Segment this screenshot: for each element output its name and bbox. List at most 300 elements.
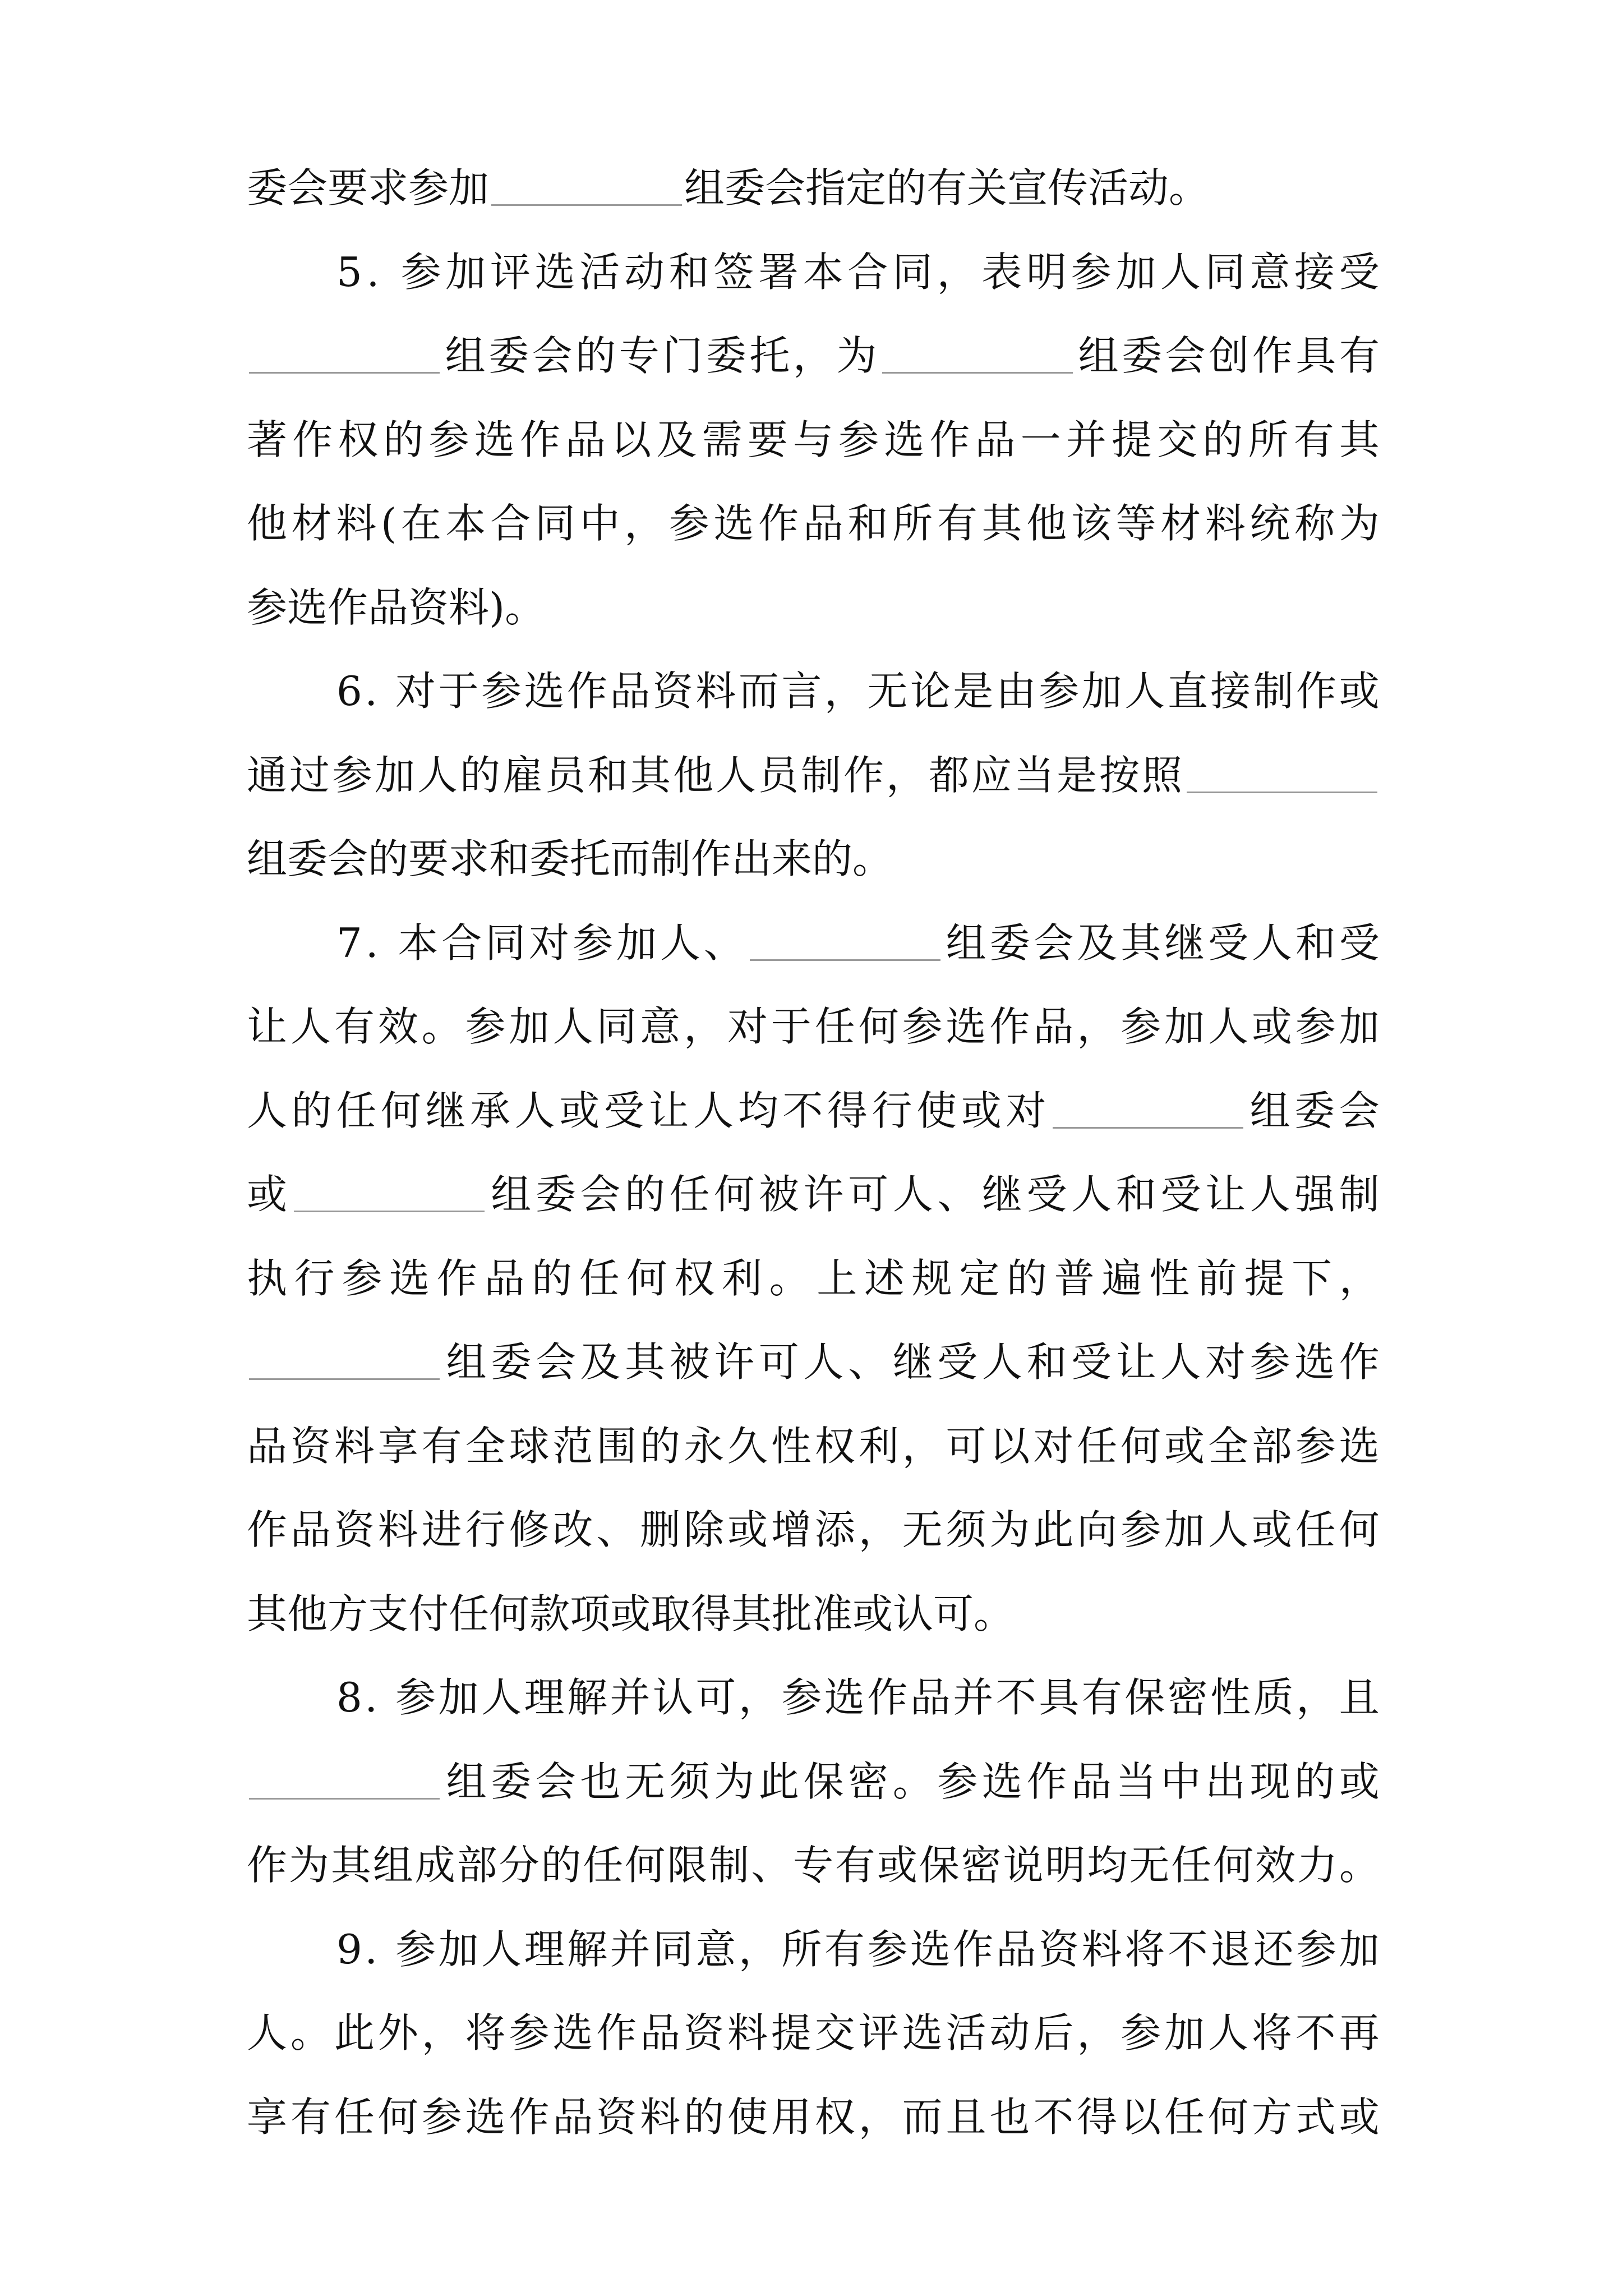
text-char: 和: [1115, 1171, 1156, 1218]
text-char: 作: [247, 1842, 288, 1889]
text-char: [380, 652, 393, 730]
text-char: 将: [1251, 2009, 1292, 2056]
text-char: 方: [1251, 2093, 1292, 2141]
text-char: 所: [892, 500, 933, 547]
text-char: 的: [1202, 416, 1243, 463]
text-char: 须: [669, 1758, 710, 1805]
text-char: 密: [961, 1842, 1002, 1889]
text-char: 退: [1210, 1926, 1251, 1973]
text-char: 密: [1167, 1674, 1208, 1721]
text-char: 无: [867, 668, 908, 715]
text-char: 资: [290, 1423, 331, 1470]
text-char: 再: [1339, 2009, 1380, 2056]
text-char: 具: [1295, 332, 1336, 379]
text-char: 享: [377, 1423, 418, 1470]
text-char: 让: [1205, 1171, 1246, 1218]
text-char: 何: [625, 1842, 666, 1889]
text-char: 参: [428, 416, 469, 463]
text-char: 选: [389, 1255, 430, 1302]
text-char: 此: [758, 1758, 799, 1805]
text-char: 参: [1295, 1003, 1336, 1050]
text-char: 、: [703, 919, 744, 967]
text-char: 参: [573, 919, 614, 967]
text-char: 组: [491, 1171, 532, 1218]
text-char: 过: [289, 752, 330, 799]
text-char: 人: [247, 2009, 288, 2056]
text-char: 门: [662, 332, 703, 379]
text-char: 评: [490, 249, 531, 296]
text-char: 意: [640, 1003, 681, 1050]
text-char: 继: [425, 1087, 466, 1134]
text-char: 久: [727, 1423, 768, 1470]
text-char: 对: [727, 1003, 768, 1050]
text-char: [380, 1658, 393, 1737]
text-char: 提: [1111, 416, 1152, 463]
text-char: 性: [771, 1423, 811, 1470]
text-char: 及: [1077, 919, 1118, 967]
text-line: [247, 484, 1380, 563]
text-char: 作: [247, 1506, 288, 1553]
text-char: 选: [946, 1003, 986, 1050]
text-line: [247, 568, 1380, 647]
text-char: 的: [684, 2093, 725, 2141]
text-char: 加: [438, 1674, 479, 1721]
text-char: 无: [1129, 1842, 1170, 1889]
text-char: 选: [1339, 1423, 1380, 1470]
text-char: 组: [446, 1758, 487, 1805]
text-char: 人: [481, 1674, 522, 1721]
text-char: .: [365, 668, 378, 715]
text-char: ，: [684, 1003, 725, 1050]
text-char: 用: [771, 2093, 811, 2141]
text-char: ，: [1296, 1674, 1337, 1721]
text-char: 同: [534, 500, 575, 547]
text-char: 与: [792, 416, 833, 463]
text-char: 人: [1071, 1171, 1112, 1218]
text-char: 品: [1071, 1758, 1112, 1805]
text-char: 明: [1045, 1842, 1086, 1889]
text-char: 可: [946, 1423, 986, 1470]
text-char: 选: [824, 1674, 865, 1721]
text-char: 改: [552, 1506, 593, 1553]
text-char: 利: [858, 1423, 899, 1470]
text-char: 委: [488, 332, 529, 379]
text-char: 执: [247, 1255, 288, 1302]
text-char: 参: [421, 2093, 462, 2141]
text-char: 合: [441, 919, 482, 967]
text-char: 让: [1115, 1338, 1156, 1386]
text-char: 参: [395, 1674, 436, 1721]
text-char: 选: [474, 416, 515, 463]
text-char: 理: [524, 1926, 565, 1973]
text-char: 强: [1294, 1171, 1335, 1218]
text-char: 的: [640, 1423, 681, 1470]
text-char: 并: [610, 1926, 651, 1973]
text-char: 提: [1244, 1255, 1285, 1302]
text-line: [247, 2078, 1380, 2156]
text-char: 品: [247, 1423, 288, 1470]
text-char: 人: [1207, 1506, 1248, 1553]
text-char: 为: [989, 1506, 1030, 1553]
text-char: 规: [911, 1255, 952, 1302]
text-char: 人: [981, 1338, 1022, 1386]
text-char: [384, 233, 396, 311]
text-char: 性: [1149, 1255, 1190, 1302]
text-char: ，: [937, 249, 978, 296]
text-char: 表: [981, 249, 1022, 296]
text-char: 不: [995, 1674, 1036, 1721]
text-char: 及: [656, 416, 697, 463]
text-char: 权: [814, 1423, 855, 1470]
text-char: 组: [1078, 332, 1119, 379]
text-char: 料: [695, 668, 736, 715]
text-char: 密: [848, 1758, 889, 1805]
text-char: 通: [247, 752, 288, 799]
text-char: 明: [1026, 249, 1067, 296]
text-char: 和: [847, 500, 888, 547]
text-line: [247, 736, 1380, 815]
text-char: 而: [902, 2093, 943, 2141]
text-char: 何: [626, 1255, 667, 1302]
text-char: 加: [1164, 1003, 1205, 1050]
text-char: 会: [532, 332, 573, 379]
text-char: 参: [838, 416, 879, 463]
text-line: [336, 652, 1380, 730]
text-char: 。: [421, 1003, 462, 1050]
text-char: 对: [1033, 1423, 1074, 1470]
text-char: 同: [596, 1003, 637, 1050]
text-char: 资: [596, 2093, 637, 2141]
text-char: 以: [1121, 2093, 1161, 2141]
text-char: 论: [910, 668, 951, 715]
text-char: 9: [336, 1926, 362, 1973]
text-char: 使: [916, 1087, 957, 1134]
text-char: 除: [684, 1506, 725, 1553]
text-char: 合: [490, 500, 531, 547]
text-char: 人: [716, 752, 757, 799]
text-char: 料: [334, 1423, 375, 1470]
text-char: 雇: [502, 752, 543, 799]
text-char: 加: [375, 752, 416, 799]
text-char: 所: [1248, 416, 1289, 463]
text-char: 部: [457, 1842, 497, 1889]
text-char: 作: [989, 1003, 1030, 1050]
text-char: 作: [1026, 1758, 1067, 1805]
text-char: 加: [616, 919, 657, 967]
text-char: 部: [1251, 1423, 1292, 1470]
text-line: [247, 1994, 1380, 2072]
text-char: 料: [727, 2009, 768, 2056]
text-line: [247, 1407, 1380, 1485]
text-char: 是: [953, 668, 994, 715]
text-char: 球: [509, 1423, 550, 1470]
text-char: 选: [1294, 1338, 1335, 1386]
text-char: 所: [781, 1926, 822, 1973]
text-char: 对: [1205, 1338, 1246, 1386]
text-char: 的: [541, 1842, 582, 1889]
text-char: 制: [801, 752, 842, 799]
text-char: 应: [971, 752, 1012, 799]
text-char: 他: [247, 500, 288, 547]
text-char: 人: [1207, 2009, 1248, 2056]
text-char: 5: [336, 249, 362, 296]
text-char: 加: [1115, 249, 1156, 296]
text-char: 的: [383, 416, 424, 463]
text-char: 料: [1205, 500, 1246, 547]
text-char: 加: [1164, 2009, 1205, 2056]
text-char: 被: [758, 1171, 799, 1218]
text-char: 一: [1020, 416, 1061, 463]
text-char: 有: [421, 1423, 462, 1470]
text-char: 本: [803, 249, 843, 296]
fill-in-blank: [1187, 758, 1377, 793]
text-char: 现: [1249, 1758, 1290, 1805]
text-char: 人: [1252, 919, 1293, 967]
text-char: 参: [1249, 1338, 1290, 1386]
text-char: ，: [902, 1423, 943, 1470]
text-char: 何: [1213, 1842, 1254, 1889]
text-char: 或: [727, 1506, 768, 1553]
text-char: 同: [1205, 249, 1246, 296]
text-char: 限: [667, 1842, 708, 1889]
text-char: 而: [738, 668, 779, 715]
text-char: 参: [1039, 668, 1080, 715]
text-line: [247, 401, 1380, 479]
text-char: 加: [1339, 1926, 1380, 1973]
text-char: 加: [1339, 1003, 1380, 1050]
text-char: 委: [1294, 1087, 1335, 1134]
text-line: [247, 1575, 1380, 1653]
text-char: ，: [1077, 1003, 1118, 1050]
fill-in-blank: [249, 338, 440, 374]
text-char: 效: [1255, 1842, 1296, 1889]
text-char: ，: [858, 1506, 899, 1553]
text-char: 或: [1339, 668, 1380, 715]
text-char: 何: [380, 1087, 421, 1134]
text-char: 下: [1292, 1255, 1332, 1302]
text-char: 料: [377, 1506, 418, 1553]
text-char: 何: [714, 1171, 755, 1218]
text-char: 上: [817, 1255, 857, 1302]
text-char: 许: [714, 1338, 755, 1386]
text-char: 不: [1295, 2009, 1336, 2056]
text-char: 交: [1157, 416, 1198, 463]
text-char: 任: [583, 1842, 624, 1889]
text-char: 将: [465, 2009, 506, 2056]
text-char: 作: [1339, 1338, 1380, 1386]
text-char: 作: [929, 416, 970, 463]
text-char: 活: [579, 249, 620, 296]
text-char: 中: [1160, 1758, 1201, 1805]
text-char: 人: [1249, 1171, 1290, 1218]
text-char: 品: [803, 500, 843, 547]
text-char: 其: [1121, 919, 1161, 967]
text-char: 参: [400, 249, 441, 296]
text-char: 。: [769, 1255, 810, 1302]
text-char: 。: [290, 2009, 331, 2056]
text-char: 当: [1115, 1758, 1156, 1805]
text-char: 作: [566, 668, 607, 715]
text-char: 受: [1208, 919, 1249, 967]
text-char: 有: [1081, 1674, 1122, 1721]
text-char: ，: [1077, 2009, 1118, 2056]
text-segment: 组委会指定的有关宣传活动。: [684, 164, 1210, 211]
text-char: 料: [336, 500, 377, 547]
text-char: 有: [834, 1842, 875, 1889]
text-char: 任: [334, 2093, 375, 2141]
text-char: 加: [1081, 668, 1122, 715]
text-char: 人: [1207, 1003, 1248, 1050]
text-char: 著: [247, 416, 288, 463]
text-char: 料: [1081, 1926, 1122, 1973]
text-char: 何: [1339, 1506, 1380, 1553]
text-char: 有: [1339, 332, 1380, 379]
text-char: ，: [858, 2093, 899, 2141]
text-char: 人: [1160, 1338, 1201, 1386]
text-char: 并: [1066, 416, 1106, 463]
text-char: 有: [1293, 416, 1334, 463]
text-char: 也: [580, 1758, 621, 1805]
text-line: [247, 1323, 1380, 1401]
text-char: 人: [552, 1003, 593, 1050]
text-char: 或: [961, 1087, 1002, 1134]
text-char: 签: [713, 249, 754, 296]
text-char: 选: [524, 668, 565, 715]
text-char: 参: [1121, 1003, 1161, 1050]
text-char: 加: [438, 1926, 479, 1973]
text-char: 权: [814, 2093, 855, 2141]
text-char: 专: [792, 1842, 833, 1889]
text-char: 参: [509, 2009, 550, 2056]
text-char: 选: [884, 416, 925, 463]
text-char: 材: [1160, 500, 1201, 547]
text-char: 是: [1057, 752, 1098, 799]
text-char: 人: [514, 1087, 555, 1134]
text-line: [247, 987, 1380, 1066]
text-char: 7: [336, 919, 362, 967]
text-segment: 参选作品资料)。: [247, 584, 546, 631]
text-char: 权: [338, 416, 379, 463]
text-char: 并: [610, 1674, 651, 1721]
text-char: 继: [981, 1171, 1022, 1218]
text-char: 参: [1121, 1506, 1161, 1553]
text-char: 任: [814, 1003, 855, 1050]
text-char: 有: [334, 1003, 375, 1050]
text-char: 参: [1296, 1926, 1337, 1973]
text-char: 员: [758, 752, 799, 799]
text-char: 、: [751, 1842, 792, 1889]
text-char: ，: [824, 668, 865, 715]
text-char: 享: [247, 2093, 288, 2141]
text-char: 永: [684, 1423, 725, 1470]
text-char: 直: [1167, 668, 1208, 715]
text-char: 或: [1339, 2093, 1380, 2141]
text-char: 有: [824, 1926, 865, 1973]
text-char: 资: [334, 1506, 375, 1553]
text-char: 和: [1295, 919, 1336, 967]
text-char: 会: [1165, 332, 1206, 379]
text-char: 员: [545, 752, 586, 799]
text-char: 权: [674, 1255, 715, 1302]
text-segment: 组委会的要求和委托而制作出来的。: [247, 835, 893, 882]
text-char: 为: [1339, 500, 1380, 547]
text-char: 品: [995, 1926, 1036, 1973]
text-char: 被: [669, 1338, 710, 1386]
text-char: 任: [669, 1171, 710, 1218]
text-char: 出: [1205, 1758, 1246, 1805]
text-char: 组: [446, 1338, 487, 1386]
text-char: 有: [290, 2093, 331, 2141]
text-char: 对: [529, 919, 570, 967]
text-char: .: [366, 249, 380, 296]
text-char: 人: [290, 1003, 331, 1050]
text-char: 力: [1297, 1842, 1338, 1889]
text-char: 其: [630, 752, 671, 799]
text-char: 述: [864, 1255, 905, 1302]
text-char: 委: [989, 919, 1030, 967]
text-char: [380, 1910, 393, 1989]
text-char: 组: [445, 332, 486, 379]
text-char: 保: [919, 1842, 960, 1889]
text-char: 品: [565, 416, 606, 463]
text-char: 和: [1026, 1338, 1067, 1386]
text-char: 组: [946, 919, 986, 967]
text-char: 当: [1014, 752, 1055, 799]
text-char: 普: [1054, 1255, 1095, 1302]
text-char: 质: [1253, 1674, 1294, 1721]
text-char: 行: [294, 1255, 335, 1302]
text-char: 的: [532, 1255, 573, 1302]
text-char: 为: [714, 1758, 755, 1805]
text-char: 此: [1033, 1506, 1074, 1553]
text-char: 人: [1160, 249, 1201, 296]
text-char: 资: [1039, 1926, 1080, 1973]
text-char: 该: [1071, 500, 1112, 547]
text-char: 、: [937, 1171, 978, 1218]
text-line: [247, 820, 1380, 898]
text-char: 选: [981, 1758, 1022, 1805]
text-char: 的: [625, 1171, 666, 1218]
fill-in-blank: [294, 1177, 485, 1212]
text-char: 品: [910, 1674, 951, 1721]
text-char: 何: [1207, 2093, 1248, 2141]
text-char: 委: [706, 332, 746, 379]
text-char: 及: [580, 1338, 621, 1386]
text-char: .: [365, 919, 379, 967]
text-char: 8: [336, 1674, 362, 1721]
text-char: 或: [877, 1842, 917, 1889]
text-char: 作: [509, 2093, 550, 2141]
text-char: 、: [596, 1506, 637, 1553]
text-char: 6: [336, 668, 362, 715]
text-char: 制: [1253, 668, 1294, 715]
text-char: 或: [559, 1087, 600, 1134]
text-char: 要: [747, 416, 788, 463]
text-char: 料: [640, 2093, 681, 2141]
text-char: 以: [611, 416, 652, 463]
text-line: [247, 149, 1380, 227]
text-char: 活: [946, 2009, 986, 2056]
text-char: 都: [929, 752, 970, 799]
text-char: ，: [421, 2009, 462, 2056]
text-char: 受: [1071, 1338, 1112, 1386]
text-char: 专: [619, 332, 660, 379]
text-char: 的: [1294, 1758, 1335, 1805]
text-char: 许: [803, 1171, 844, 1218]
text-char: 行: [872, 1087, 912, 1134]
text-char: ，: [792, 332, 833, 379]
text-char: 品: [975, 416, 1016, 463]
